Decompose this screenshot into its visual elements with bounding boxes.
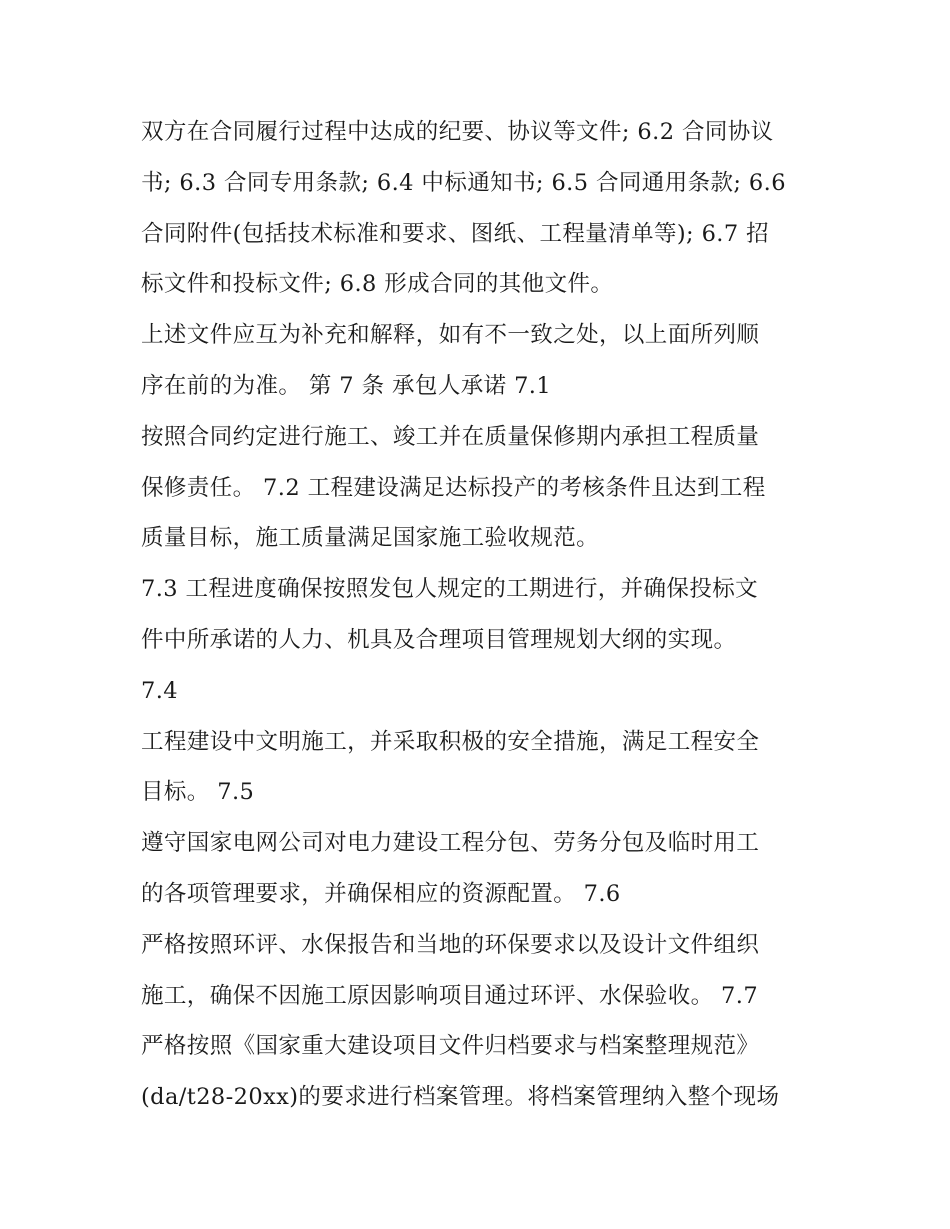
- text-line: 书; 6.3 合同专用条款; 6.4 中标通知书; 6.5 合同通用条款; 6.6: [141, 169, 786, 196]
- document-body: [141, 107, 821, 1123]
- text-line: 上述文件应互为补充和解释，如有不一致之处，以上面所列顺: [141, 322, 760, 349]
- text-line: 保修责任。 7.2 工程建设满足达标投产的考核条件且达到工程: [141, 474, 766, 501]
- text-line: 双方在合同履行过程中达成的纪要、协议等文件; 6.2 合同协议: [141, 119, 774, 145]
- text-line: 序在前的为准。 第 7 条 承包人承诺 7.1: [141, 372, 552, 399]
- text-line: 施工，确保不因施工原因影响项目通过环评、水保验收。 7.7: [141, 982, 759, 1009]
- text-line: 目标。 7.5: [141, 779, 255, 806]
- text-line: 遵守国家电网公司对电力建设工程分包、劳务分包及临时用工: [141, 830, 760, 857]
- text-line: 严格按照《国家重大建设项目文件归档要求与档案整理规范》: [141, 1033, 760, 1060]
- text-line: 工程建设中文明施工，并采取积极的安全措施，满足工程安全: [141, 728, 760, 755]
- text-line: 7.3 工程进度确保按照发包人规定的工期进行，并确保投标文: [141, 576, 759, 603]
- text-line: 的各项管理要求，并确保相应的资源配置。 7.6: [141, 880, 621, 907]
- text-line: 质量目标，施工质量满足国家施工验收规范。: [141, 525, 600, 552]
- text-line: 严格按照环评、水保报告和当地的环保要求以及设计文件组织: [141, 931, 760, 958]
- text-line: 按照合同约定进行施工、竣工并在质量保修期内承担工程质量: [141, 423, 760, 450]
- text-line: (da/t28-20xx)的要求进行档案管理。将档案管理纳入整个现场: [141, 1084, 780, 1111]
- text-line: 件中所承诺的人力、机具及合理项目管理规划大纲的实现。: [141, 626, 737, 653]
- text-line: 7.4: [141, 677, 178, 704]
- text-line: 标文件和投标文件; 6.8 形成合同的其他文件。: [141, 271, 614, 298]
- text-line: 合同附件(包括技术标准和要求、图纸、工程量清单等); 6.7 招: [141, 220, 770, 247]
